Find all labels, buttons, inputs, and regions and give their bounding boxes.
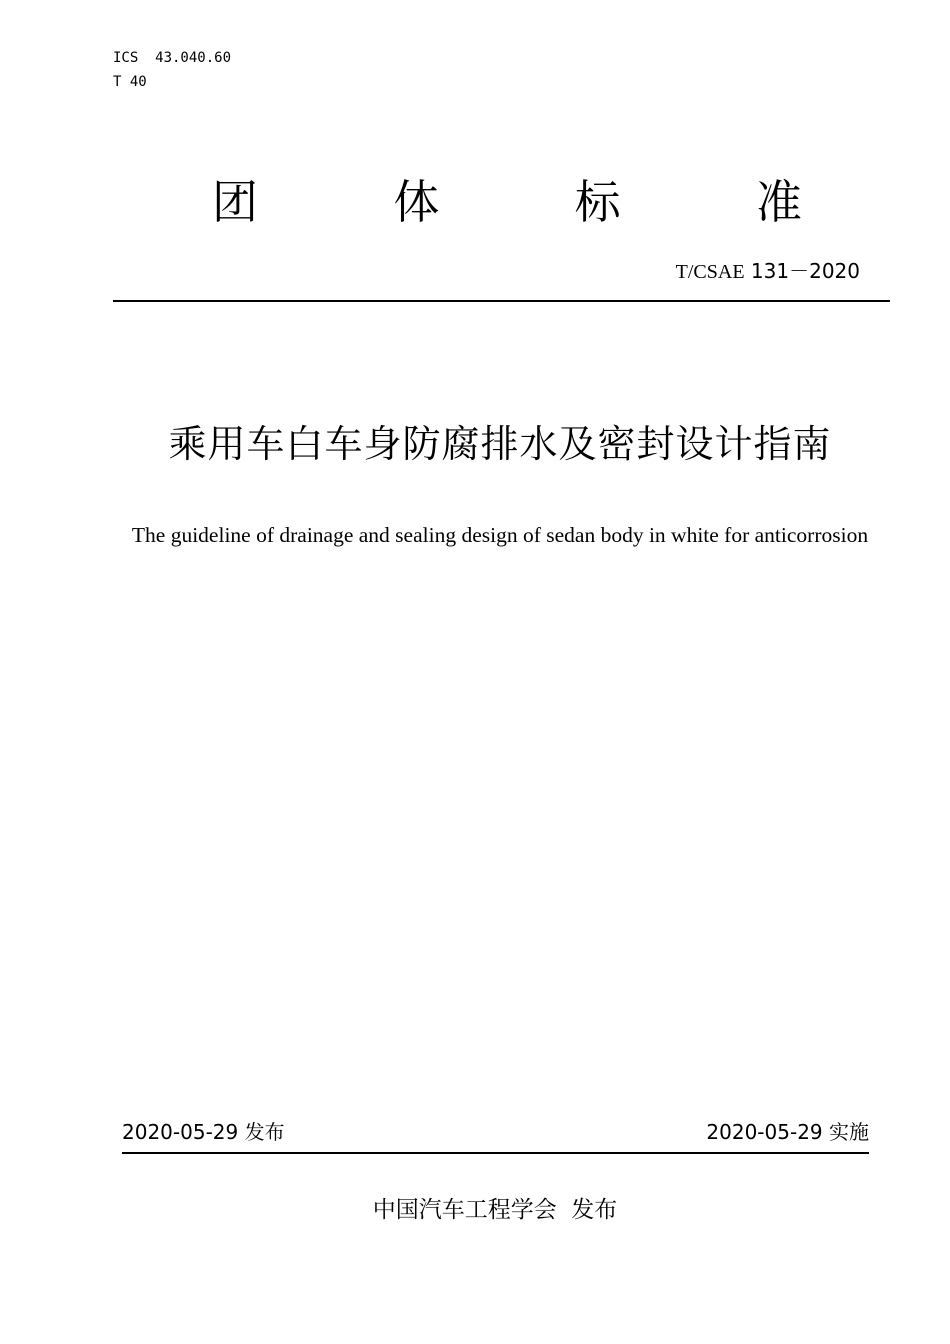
standard-type-char: 团 — [212, 175, 258, 229]
ccs-code: T 40 — [113, 74, 147, 90]
document-title-chinese: 乘用车白车身防腐排水及密封设计指南 — [168, 422, 832, 466]
publisher: 中国汽车工程学会 发布 — [372, 1197, 618, 1223]
standard-type-char: 标 — [574, 175, 621, 229]
issue-date: 2020-05-29 发布 — [122, 1120, 285, 1144]
standard-type-heading — [212, 172, 802, 232]
standard-type-char: 体 — [393, 175, 440, 229]
header-divider — [113, 300, 890, 302]
standard-type-char: 准 — [755, 175, 802, 229]
implementation-date: 2020-05-29 实施 — [706, 1120, 869, 1144]
standard-number-value: 131－2020 — [744, 259, 860, 283]
document-title-english: The guideline of drainage and sealing design of sedan body in white for anticorrosion — [131, 523, 869, 547]
ics-code: ICS 43.040.60 — [113, 50, 232, 66]
standard-number — [676, 258, 860, 285]
footer-divider — [122, 1152, 869, 1154]
standard-number-prefix: T/CSAE — [675, 261, 745, 283]
